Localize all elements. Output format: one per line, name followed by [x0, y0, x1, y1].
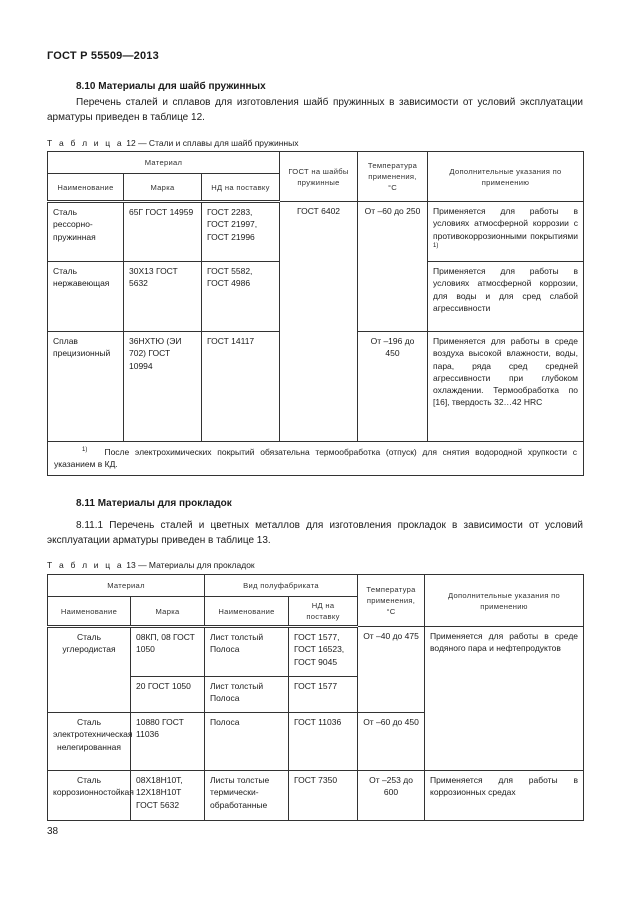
t13-r0-note: Применяется для работы в среде водяного пара и нефтепродуктов: [425, 627, 584, 771]
t13-r3-note: Применяется для работы в коррозионных средах: [425, 771, 584, 821]
table-13-caption-prefix: Т а б л и ц а: [47, 560, 124, 570]
table-12-caption-prefix: Т а б л и ц а: [47, 138, 124, 148]
t12-footnote-sup: 1): [82, 447, 88, 454]
t13-r0-mark: 08КП, 08 ГОСТ 1050: [131, 627, 205, 677]
t13-header-semi-name: Наименование: [205, 597, 289, 627]
table-footnote-row: [48, 442, 584, 476]
t13-r3-nd: ГОСТ 7350: [289, 771, 358, 821]
table-13-caption-text: 13 — Материалы для прокладок: [126, 560, 255, 570]
t12-r2-nd: ГОСТ 14117: [202, 332, 280, 442]
t13-header-nd: НД на поставку: [289, 597, 358, 627]
t13-r1-mark: 20 ГОСТ 1050: [131, 677, 205, 713]
t13-r2-nd: ГОСТ 11036: [289, 713, 358, 771]
t13-header-temp: Температура применения, °С: [358, 575, 425, 627]
t13-r3-semi: Листы толстые термически-обработанные: [205, 771, 289, 821]
t13-r0-semi: Лист толстый Полоса: [205, 627, 289, 677]
t13-r3-mark: 08Х18Н10Т, 12Х18Н10Т ГОСТ 5632: [131, 771, 205, 821]
t13-header-notes: Дополнительные указания по применению: [425, 575, 584, 627]
t13-r2-name: Сталь электротехническая нелегированная: [48, 713, 131, 771]
t13-r1-semi: Лист толстый Полоса: [205, 677, 289, 713]
t13-header-semi: Вид полуфабриката: [205, 575, 358, 597]
t13-r0-nd: ГОСТ 1577, ГОСТ 16523, ГОСТ 9045: [289, 627, 358, 677]
t12-header-gost: ГОСТ на шайбы пружинные: [280, 152, 358, 202]
t13-r0-temp: От –40 до 475: [358, 627, 425, 713]
t13-r3-temp: От –253 до 600: [358, 771, 425, 821]
t13-header-mark: Марка: [131, 597, 205, 627]
table-row: [48, 627, 584, 677]
t12-r2-name: Сплав прецизионный: [48, 332, 124, 442]
t12-r0-name: Сталь рессорно-пружинная: [48, 202, 124, 262]
t13-r2-mark: 10880 ГОСТ 11036: [131, 713, 205, 771]
t13-r3-name: Сталь коррозионностойкая: [48, 771, 131, 821]
t13-r2-temp: От –60 до 450: [358, 713, 425, 771]
document-header: ГОСТ Р 55509—2013: [47, 50, 159, 62]
t12-r2-note: Применяется для работы в среде воздуха высокой влажности, воды, пара, ряда сред средней агрессивности при глубоком охлаждении. Термообработка по [16], твердость 32…42 HRC: [428, 332, 584, 442]
table-12: [47, 151, 584, 476]
t12-footnote: [48, 442, 584, 476]
table-13: [47, 574, 584, 821]
section-8-11-text: 8.11.1 Перечень сталей и цветных металлов для изготовления прокладок в зависимости от условий эксплуатации арматуры приведен в таблице 13.: [47, 520, 583, 546]
t12-header-name: Наименование: [48, 174, 124, 202]
t12-r1-note: Применяется для работы в условиях атмосферной коррозии, для воды и для сред слабой агрессивности: [428, 262, 584, 332]
table-13-caption: [47, 560, 255, 570]
t12-r0-note: [428, 202, 584, 262]
t12-r0-nd: ГОСТ 2283, ГОСТ 21997, ГОСТ 21996: [202, 202, 280, 262]
t13-r2-semi: Полоса: [205, 713, 289, 771]
t12-header-nd: НД на поставку: [202, 174, 280, 202]
table-12-caption: [47, 138, 298, 148]
t12-r1-name: Сталь нержавеющая: [48, 262, 124, 332]
section-8-10-title: 8.10 Материалы для шайб пружинных: [76, 81, 266, 92]
table-12-caption-text: 12 — Стали и сплавы для шайб пружинных: [126, 138, 299, 148]
t12-header-material: Материал: [48, 152, 280, 174]
t13-r1-nd: ГОСТ 1577: [289, 677, 358, 713]
t12-header-notes: Дополнительные указания по применению: [428, 152, 584, 202]
t12-r1-nd: ГОСТ 5582, ГОСТ 4986: [202, 262, 280, 332]
t13-r0-name: Сталь углеродистая: [48, 627, 131, 713]
t12-header-temp: Температура применения, °С: [358, 152, 428, 202]
t12-r0-mark: 65Г ГОСТ 14959: [124, 202, 202, 262]
page-number: 38: [47, 826, 59, 837]
t12-r0-temp: От –60 до 250: [358, 202, 428, 262]
table-row: [48, 771, 584, 821]
t12-gost: ГОСТ 6402: [280, 202, 358, 442]
t12-r0-note-sup: 1): [433, 243, 439, 250]
t12-footnote-text: После электрохимических покрытий обязательна термообработка (отпуск) для снятия водородной хрупкости с указанием в КД.: [54, 447, 578, 470]
t13-header-name: Наименование: [48, 597, 131, 627]
section-8-11-title: 8.11 Материалы для прокладок: [76, 498, 232, 509]
t12-r2-mark: 36НХТЮ (ЭИ 702) ГОСТ 10994: [124, 332, 202, 442]
t12-r1-temp: [358, 262, 428, 332]
t12-r1-mark: 30Х13 ГОСТ 5632: [124, 262, 202, 332]
t12-r0-note-text: Применяется для работы в условиях атмосферной коррозии с противокоррозионными покрытиями: [433, 206, 578, 241]
t12-r2-temp: От –196 до 450: [358, 332, 428, 442]
t12-header-mark: Марка: [124, 174, 202, 202]
section-8-10-text: Перечень сталей и сплавов для изготовления шайб пружинных в зависимости от условий эксплуатации арматуры приведен в таблице 12.: [47, 97, 583, 123]
t13-header-material: Материал: [48, 575, 205, 597]
table-row: [48, 202, 584, 262]
